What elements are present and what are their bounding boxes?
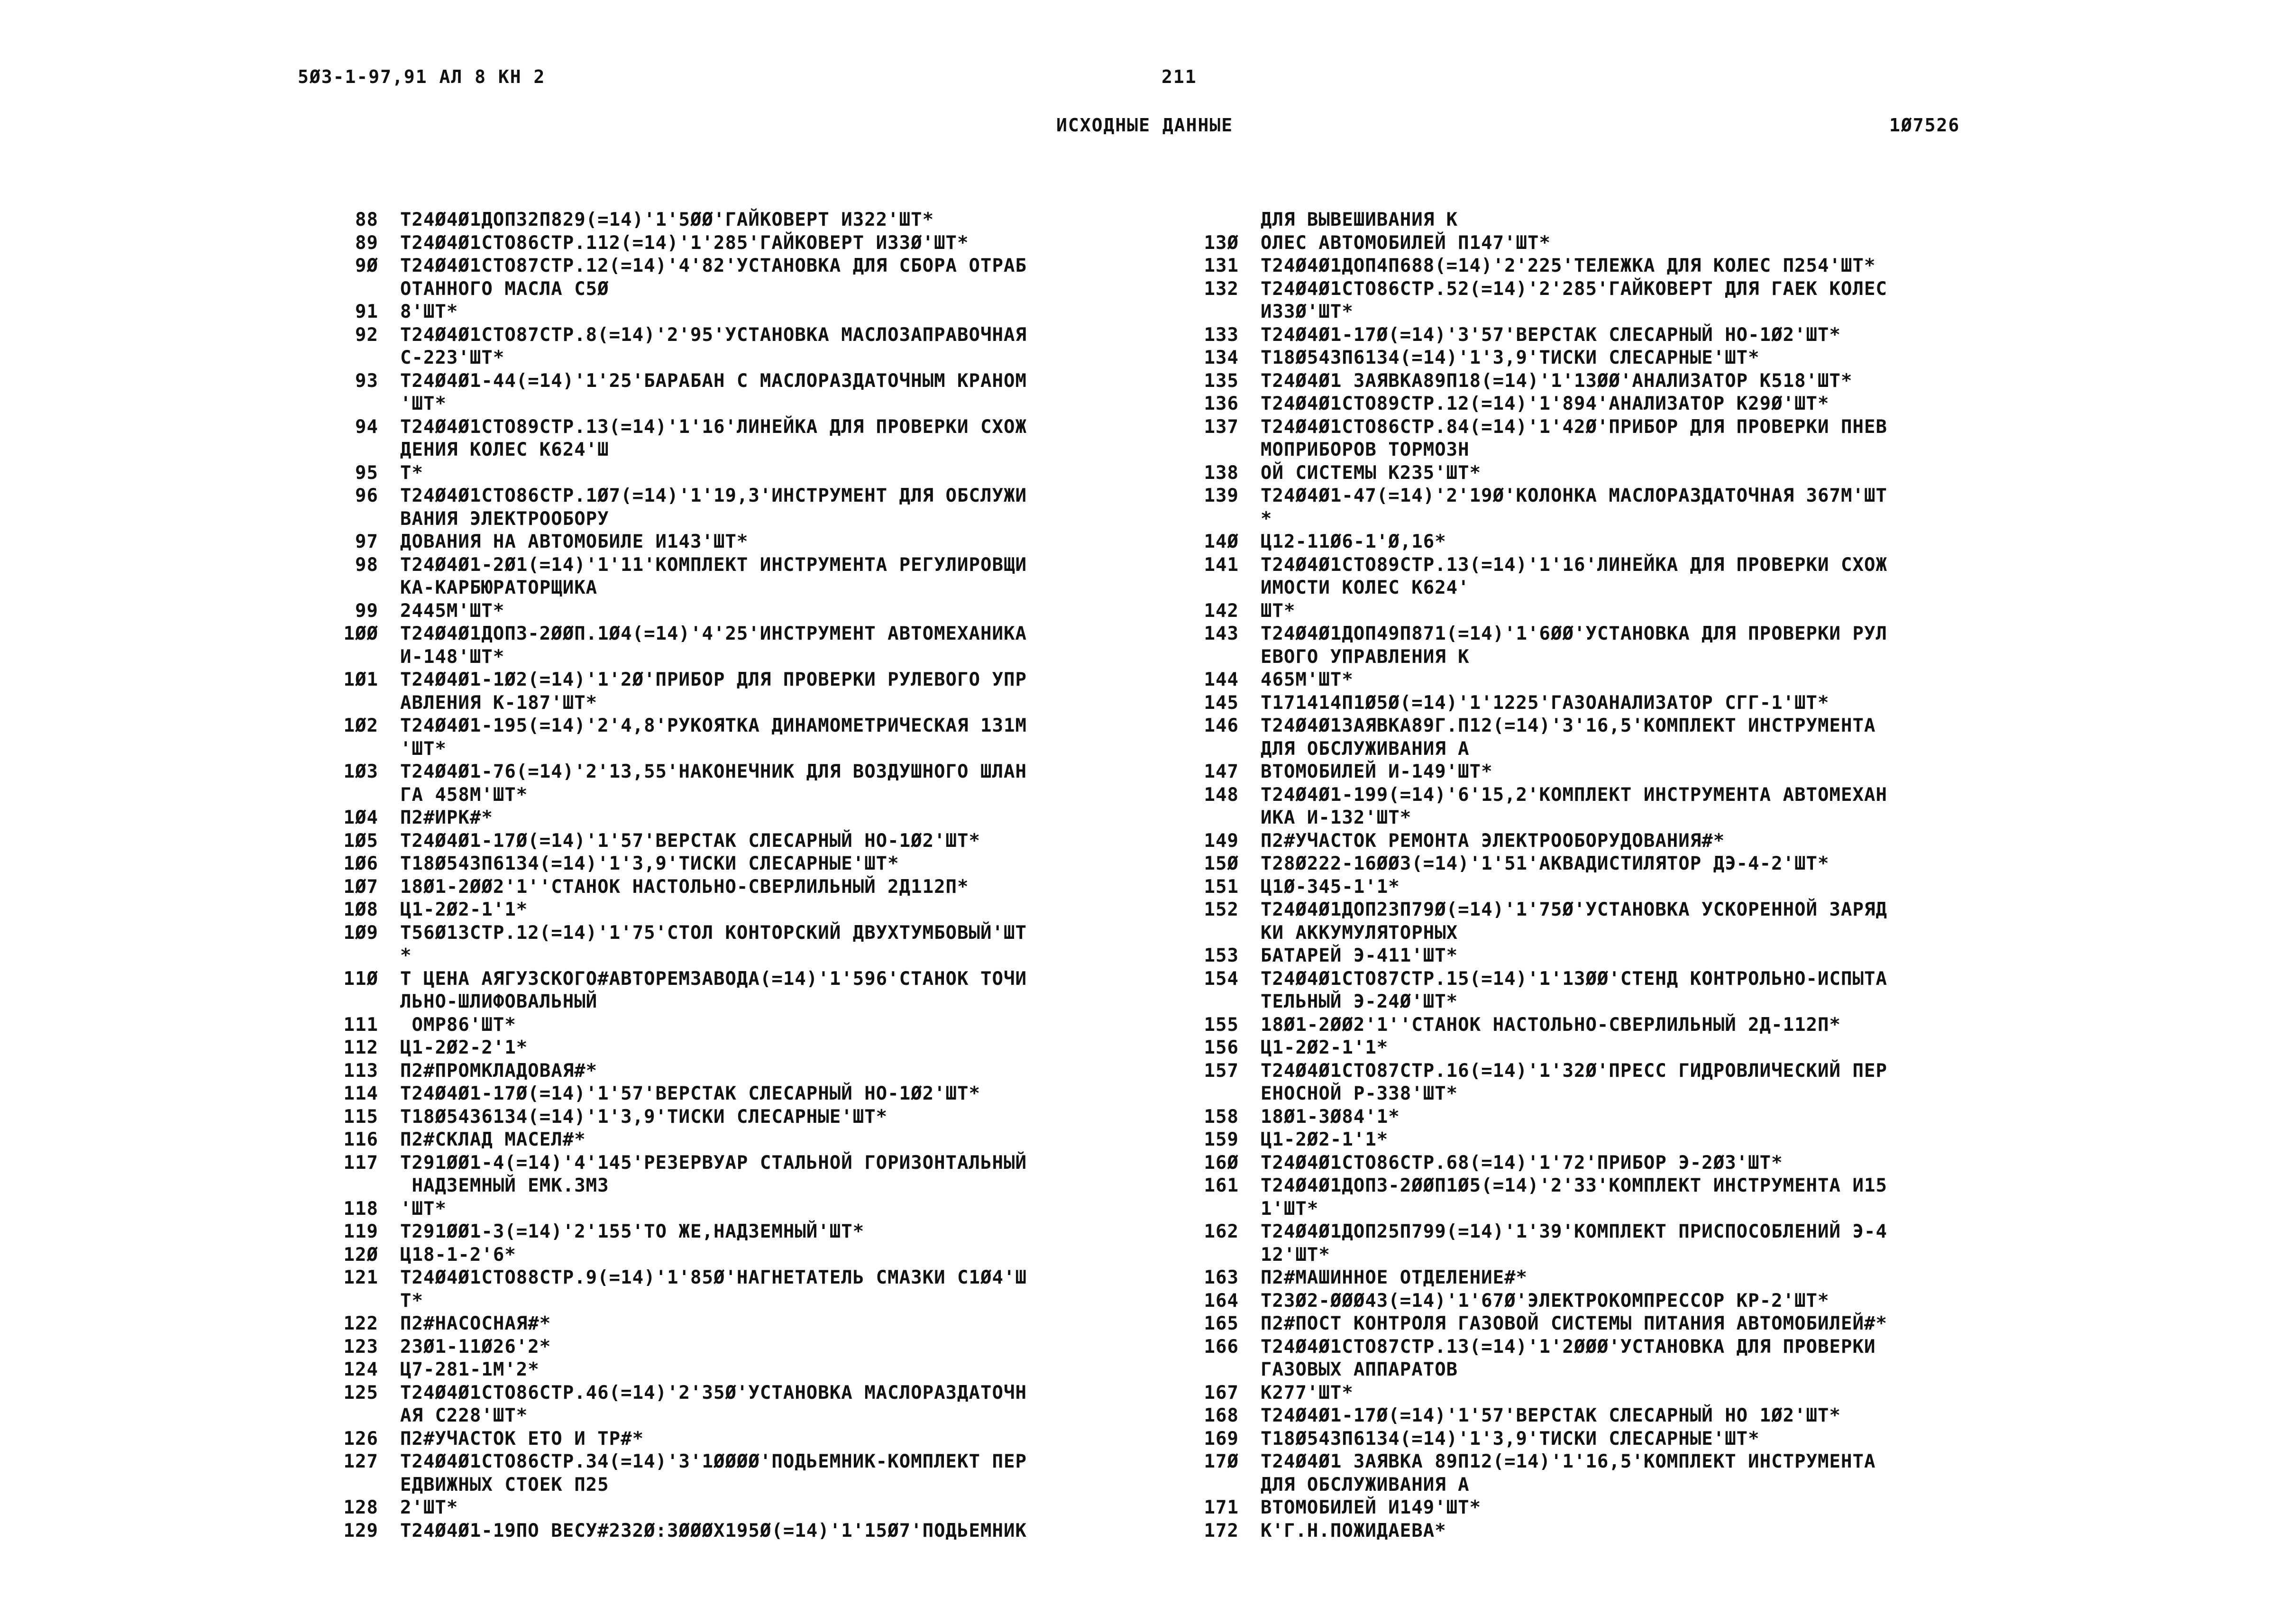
listing-row	[327, 1244, 1143, 1267]
listing-row	[327, 1037, 1143, 1060]
line-number: 151	[1204, 876, 1239, 898]
line-number: 137	[1204, 416, 1239, 438]
line-text: ВТОМОБИЛЕЙ И-149'ШТ*	[1261, 761, 1493, 782]
line-text: Т24Ø4Ø1СТО86СТР.1Ø7(=14)'1'19,3'ИНСТРУМЕНТ ДЛЯ ОБСЛУЖИ ВАНИЯ ЭЛЕКТРООБОРУ	[400, 485, 1027, 530]
line-number: 121	[343, 1267, 378, 1288]
listing-row	[327, 623, 1143, 669]
line-text: Ц1-2Ø2-1'1*	[1261, 1129, 1389, 1150]
line-text: Т24Ø4Ø1СТО89СТР.12(=14)'1'894'АНАЛИЗАТОР К29Ø'ШТ*	[1261, 393, 1829, 414]
listing-row	[327, 255, 1143, 301]
listing-row	[1188, 1174, 2031, 1220]
line-number: 95	[355, 462, 378, 484]
line-text: Т*	[400, 462, 423, 484]
line-number: 124	[343, 1359, 378, 1380]
line-number: 161	[1204, 1175, 1239, 1196]
line-number: 158	[1204, 1106, 1239, 1128]
line-text: Т24Ø4Ø1-199(=14)'6'15,2'КОМПЛЕКТ ИНСТРУМЕНТА АВТОМЕХАН ИКА И-132'ШТ*	[1261, 784, 1887, 828]
line-text: 23Ø1-11Ø26'2*	[400, 1336, 551, 1358]
line-text: Ц1-2Ø2-1'1*	[400, 899, 528, 920]
line-text: Т24Ø4Ø1-17Ø(=14)'1'57'ВЕРСТАК СЛЕСАРНЫЙ НО 1Ø2'ШТ*	[1261, 1405, 1841, 1426]
line-text: Т24Ø4Ø1-76(=14)'2'13,55'НАКОНЕЧНИК ДЛЯ ВОЗДУШНОГО ШЛАН ГА 458М'ШТ*	[400, 761, 1027, 806]
line-number: 1Ø5	[343, 830, 378, 852]
line-text: Т18Ø543П6134(=14)'1'3,9'ТИСКИ СЛЕСАРНЫЕ'ШТ*	[1261, 347, 1760, 368]
listing-row	[327, 554, 1143, 600]
line-text: Т23Ø2-ØØØ43(=14)'1'67Ø'ЭЛЕКТРОКОМПРЕССОР КР-2'ШТ*	[1261, 1290, 1829, 1312]
listing-row	[1188, 623, 2031, 669]
line-number: 12Ø	[343, 1244, 378, 1266]
listing-row	[1188, 393, 2031, 416]
line-number: 153	[1204, 945, 1239, 966]
listing-row	[1188, 531, 2031, 554]
listing-row	[327, 1129, 1143, 1152]
line-number: 1Ø3	[343, 761, 378, 782]
line-number: 139	[1204, 485, 1239, 506]
listing-row	[1188, 669, 2031, 692]
line-text: П2#ИРК#*	[400, 807, 493, 828]
line-number: 157	[1204, 1060, 1239, 1082]
line-number: 164	[1204, 1290, 1239, 1312]
line-number: 172	[1204, 1520, 1239, 1541]
line-number: 125	[343, 1382, 378, 1404]
line-number: 99	[355, 600, 378, 622]
line-number: 117	[343, 1152, 378, 1174]
line-text: Т24Ø4Ø1СТО86СТР.52(=14)'2'285'ГАЙКОВЕРТ ДЛЯ ГАЕК КОЛЕС И33Ø'ШТ*	[1261, 278, 1887, 322]
listing-row	[327, 416, 1143, 462]
line-number: 17Ø	[1204, 1451, 1239, 1472]
listing-row	[327, 1496, 1143, 1520]
line-text: Т24Ø4Ø1СТО86СТР.46(=14)'2'35Ø'УСТАНОВКА МАСЛОРАЗДАТОЧН АЯ С228'ШТ*	[400, 1382, 1027, 1426]
listing-row	[1188, 1266, 2031, 1290]
line-text: Ц18-1-2'6*	[400, 1244, 516, 1266]
line-number: 97	[355, 531, 378, 552]
listing-row	[1188, 255, 2031, 278]
listing-row	[327, 301, 1143, 324]
line-text: Т24Ø4Ø1-2Ø1(=14)'1'11'КОМПЛЕКТ ИНСТРУМЕНТА РЕГУЛИРОВЩИ КА-КАРБЮРАТОРЩИКА	[400, 554, 1027, 598]
listing-row	[1188, 1220, 2031, 1266]
line-text: Т24Ø4Ø1СТО87СТР.16(=14)'1'32Ø'ПРЕСС ГИДРОВЛИЧЕСКИЙ ПЕР ЕНОСНОЙ Р-338'ШТ*	[1261, 1060, 1887, 1104]
line-number: 152	[1204, 899, 1239, 920]
line-text: Т18Ø543П6134(=14)'1'3,9'ТИСКИ СЛЕСАРНЫЕ'ШТ*	[400, 853, 899, 874]
line-text: Ц1-2Ø2-1'1*	[1261, 1037, 1389, 1058]
line-number: 136	[1204, 393, 1239, 414]
line-text: Ц12-11Ø6-1'Ø,16*	[1261, 531, 1446, 552]
listing-row	[1188, 416, 2031, 462]
line-number: 1Ø9	[343, 922, 378, 944]
line-text: Т24Ø4Ø1 ЗАЯВКА89П18(=14)'1'13ØØ'АНАЛИЗАТОР К518'ШТ*	[1261, 370, 1853, 392]
line-number: 169	[1204, 1428, 1239, 1450]
listing-row	[1188, 600, 2031, 623]
listing-row	[1188, 324, 2031, 347]
listing-row	[1188, 1037, 2031, 1060]
line-number: 145	[1204, 692, 1239, 714]
line-number: 156	[1204, 1037, 1239, 1058]
listing-row	[327, 1382, 1143, 1428]
line-text: Т24Ø4Ø1-195(=14)'2'4,8'РУКОЯТКА ДИНАМОМЕТРИЧЕСКАЯ 131М 'ШТ*	[400, 715, 1027, 760]
line-number: 162	[1204, 1221, 1239, 1242]
listing-row	[327, 1358, 1143, 1382]
line-text: Т24Ø4Ø1-47(=14)'2'19Ø'КОЛОНКА МАСЛОРАЗДАТОЧНАЯ 367М'ШТ *	[1261, 485, 1887, 530]
line-number: 138	[1204, 462, 1239, 484]
listing-row	[327, 1428, 1143, 1451]
listing-row	[1188, 370, 2031, 393]
line-text: Т24Ø4Ø1-17Ø(=14)'3'57'ВЕРСТАК СЛЕСАРНЫЙ НО-1Ø2'ШТ*	[1261, 324, 1841, 346]
line-number: 9Ø	[355, 255, 378, 276]
line-text: 465М'ШТ*	[1261, 669, 1354, 690]
line-number: 132	[1204, 278, 1239, 300]
line-text: Т24Ø4Ø1-17Ø(=14)'1'57'ВЕРСТАК СЛЕСАРНЫЙ НО-1Ø2'ШТ*	[400, 1083, 980, 1104]
line-number: 1Ø1	[343, 669, 378, 690]
line-number: 113	[343, 1060, 378, 1082]
listing-row	[1188, 761, 2031, 784]
line-text: 2'ШТ*	[400, 1497, 458, 1518]
line-number: 116	[343, 1129, 378, 1150]
line-number: 127	[343, 1451, 378, 1472]
listing-row	[327, 876, 1143, 899]
listing-row	[1188, 1496, 2031, 1520]
line-number: 1Ø7	[343, 876, 378, 898]
listing-row	[1188, 554, 2031, 600]
listing-row	[327, 1060, 1143, 1083]
listing-row	[1188, 853, 2031, 876]
line-number: 147	[1204, 761, 1239, 782]
line-text: Т24Ø4Ø13АЯВКА89Г.П12(=14)'3'16,5'КОМПЛЕКТ ИНСТРУМЕНТА ДЛЯ ОБСЛУЖИВАНИЯ А	[1261, 715, 1876, 760]
listing-row	[1188, 830, 2031, 853]
line-number: 146	[1204, 715, 1239, 736]
line-text: Т24Ø4Ø1СТО86СТР.112(=14)'1'285'ГАЙКОВЕРТ И33Ø'ШТ*	[400, 232, 969, 254]
line-text: Т24Ø4Ø1СТО89СТР.13(=14)'1'16'ЛИНЕЙКА ДЛЯ ПРОВЕРКИ СХОЖ ДЕНИЯ КОЛЕС К624'Ш	[400, 416, 1027, 460]
line-text: Т24Ø4Ø1ДОП49П871(=14)'1'6ØØ'УСТАНОВКА ДЛЯ ПРОВЕРКИ РУЛ ЕВОГО УПРАВЛЕНИЯ К	[1261, 623, 1887, 668]
page-title: ИСХОДНЫЕ ДАННЫЕ	[1056, 115, 1234, 136]
line-text: Т24Ø4Ø1СТО87СТР.8(=14)'2'95'УСТАНОВКА МАСЛОЗАПРАВОЧНАЯ С-223'ШТ*	[400, 324, 1027, 368]
line-text: Т24Ø4Ø1-1Ø2(=14)'1'2Ø'ПРИБОР ДЛЯ ПРОВЕРКИ РУЛЕВОГО УПР АВЛЕНИЯ К-187'ШТ*	[400, 669, 1027, 714]
line-text: Т171414П1Ø5Ø(=14)'1'1225'ГАЗОАНАЛИЗАТОР СГГ-1'ШТ*	[1261, 692, 1829, 714]
line-text: Т18Ø5436134(=14)'1'3,9'ТИСКИ СЛЕСАРНЫЕ'ШТ*	[400, 1106, 888, 1128]
listing-row	[327, 1520, 1143, 1543]
listing-row	[1188, 1336, 2031, 1382]
listing-row	[1188, 232, 2031, 255]
listing-row	[1188, 1450, 2031, 1496]
line-text: Т24Ø4Ø1СТО86СТР.84(=14)'1'42Ø'ПРИБОР ДЛЯ ПРОВЕРКИ ПНЕВ МОПРИБОРОВ ТОРМОЗН	[1261, 416, 1887, 460]
line-text: Ц1Ø-345-1'1*	[1261, 876, 1400, 898]
line-number: 92	[355, 324, 378, 346]
line-text: БАТАРЕЙ Э-411'ШТ*	[1261, 945, 1458, 966]
line-number: 167	[1204, 1382, 1239, 1404]
line-text: ВТОМОБИЛЕЙ И149'ШТ*	[1261, 1497, 1482, 1518]
line-number: 1Ø2	[343, 715, 378, 736]
line-number: 123	[343, 1336, 378, 1358]
line-text: ОЙ СИСТЕМЫ К235'ШТ*	[1261, 462, 1482, 484]
line-number: 163	[1204, 1267, 1239, 1288]
line-number: 93	[355, 370, 378, 392]
listing-row	[327, 485, 1143, 531]
listing-row	[1188, 485, 2031, 531]
line-text: П2#НАСОСНАЯ#*	[400, 1313, 551, 1334]
listing-row	[327, 715, 1143, 761]
line-text: Т18Ø543П6134(=14)'1'3,9'ТИСКИ СЛЕСАРНЫЕ'ШТ*	[1261, 1428, 1760, 1450]
line-number: 168	[1204, 1405, 1239, 1426]
line-number: 133	[1204, 324, 1239, 346]
listing-row	[1188, 715, 2031, 761]
line-number: 171	[1204, 1497, 1239, 1518]
listing-row	[327, 830, 1143, 853]
listing-row	[327, 209, 1143, 232]
listing-row	[1188, 1060, 2031, 1106]
line-number: 112	[343, 1037, 378, 1058]
line-number: 131	[1204, 255, 1239, 276]
listing-row	[327, 600, 1143, 623]
line-number: 1Ø6	[343, 853, 378, 874]
line-text: Т24Ø4Ø1-44(=14)'1'25'БАРАБАН С МАСЛОРАЗДАТОЧНЫМ КРАНОМ 'ШТ*	[400, 370, 1027, 414]
line-number: 115	[343, 1106, 378, 1128]
line-number: 149	[1204, 830, 1239, 852]
listing-row	[327, 669, 1143, 715]
line-text: Т24Ø4Ø1ДОП3-2ØØП1Ø5(=14)'2'33'КОМПЛЕКТ ИНСТРУМЕНТА И15 1'ШТ*	[1261, 1175, 1887, 1220]
listing-row	[327, 1152, 1143, 1198]
listing-row	[1188, 899, 2031, 945]
listing-row	[327, 807, 1143, 830]
listing-row	[327, 462, 1143, 485]
line-number: 98	[355, 554, 378, 576]
line-text: Т24Ø4Ø1СТО87СТР.15(=14)'1'13ØØ'СТЕНД КОНТРОЛЬНО-ИСПЫТА ТЕЛЬНЫЙ Э-24Ø'ШТ*	[1261, 968, 1887, 1012]
listing-row	[1188, 347, 2031, 370]
line-text: Т24Ø4Ø1-19ПО ВЕСУ#232Ø:3ØØØХ195Ø(=14)'1'15Ø7'ПОДЬЕМНИК	[400, 1520, 1027, 1541]
line-text: Т28Ø222-16ØØ3(=14)'1'51'АКВАДИСТИЛЯТОР ДЭ-4-2'ШТ*	[1261, 853, 1829, 874]
line-text: 'ШТ*	[400, 1198, 447, 1220]
line-text: Т24Ø4Ø1СТО88СТР.9(=14)'1'85Ø'НАГНЕТАТЕЛЬ СМАЗКИ С1Ø4'Ш Т*	[400, 1267, 1027, 1312]
line-number: 89	[355, 232, 378, 254]
listing-row	[327, 853, 1143, 876]
listing-row	[327, 1220, 1143, 1244]
listing-row	[327, 922, 1143, 968]
line-number: 148	[1204, 784, 1239, 806]
line-text: ДОВАНИЯ НА АВТОМОБИЛЕ И143'ШТ*	[400, 531, 749, 552]
line-number: 142	[1204, 600, 1239, 622]
line-text: Ц7-281-1М'2*	[400, 1359, 540, 1380]
line-number: 159	[1204, 1129, 1239, 1150]
line-number: 119	[343, 1221, 378, 1242]
line-text: Т24Ø4Ø1ДОП32П829(=14)'1'5ØØ'ГАЙКОВЕРТ И322'ШТ*	[400, 209, 934, 230]
listing-row	[1188, 692, 2031, 715]
line-text: К277'ШТ*	[1261, 1382, 1354, 1404]
line-text: Т ЦЕНА АЯГУЗСКОГО#АВТОРЕМЗАВОДА(=14)'1'596'СТАНОК ТОЧИ ЛЬНО-ШЛИФОВАЛЬНЫЙ	[400, 968, 1027, 1012]
line-number: 111	[343, 1014, 378, 1036]
line-text: Т24Ø4Ø1СТО87СТР.12(=14)'4'82'УСТАНОВКА ДЛЯ СБОРА ОТРАБ ОТАННОГО МАСЛА С5Ø	[400, 255, 1027, 300]
left-column-listing	[327, 209, 1143, 1542]
listing-row	[327, 531, 1143, 554]
line-text: Т291ØØ1-4(=14)'4'145'РЕЗЕРВУАР СТАЛЬНОЙ ГОРИЗОНТАЛЬНЫЙ НАДЗЕМНЫЙ ЕМК.3М3	[400, 1152, 1027, 1196]
listing-row	[1188, 1428, 2031, 1451]
listing-row	[327, 899, 1143, 922]
line-text: Т24Ø4Ø1 ЗАЯВКА 89П12(=14)'1'16,5'КОМПЛЕКТ ИНСТРУМЕНТА ДЛЯ ОБСЛУЖИВАНИЯ А	[1261, 1451, 1876, 1496]
line-text: 8'ШТ*	[400, 301, 458, 322]
listing-row	[1188, 1520, 2031, 1543]
listing-row	[327, 324, 1143, 370]
line-number: 154	[1204, 968, 1239, 990]
line-text: П2#УЧАСТОК ЕТО И ТР#*	[400, 1428, 644, 1450]
line-text: ОЛЕС АВТОМОБИЛЕЙ П147'ШТ*	[1261, 232, 1551, 254]
listing-row	[1188, 1152, 2031, 1175]
line-number: 15Ø	[1204, 853, 1239, 874]
listing-row	[1188, 209, 2031, 232]
listing-row	[1188, 1014, 2031, 1037]
listing-row	[1188, 462, 2031, 485]
listing-row	[327, 1106, 1143, 1129]
line-number: 16Ø	[1204, 1152, 1239, 1174]
listing-row	[327, 1014, 1143, 1037]
line-text: ДЛЯ ВЫВЕШИВАНИЯ К	[1261, 209, 1458, 230]
listing-row	[1188, 1290, 2031, 1313]
listing-row	[327, 1266, 1143, 1312]
line-text: Т56Ø13СТР.12(=14)'1'75'СТОЛ КОНТОРСКИЙ ДВУХТУМБОВЫЙ'ШТ *	[400, 922, 1027, 966]
listing-row	[327, 1312, 1143, 1336]
listing-row	[327, 1450, 1143, 1496]
line-number: 122	[343, 1313, 378, 1334]
line-number: 88	[355, 209, 378, 230]
listing-row	[327, 370, 1143, 416]
listing-row	[327, 1083, 1143, 1106]
line-number: 1Ø4	[343, 807, 378, 828]
line-text: Т24Ø4Ø1ДОП25П799(=14)'1'39'КОМПЛЕКТ ПРИСПОСОБЛЕНИЙ Э-4 12'ШТ*	[1261, 1221, 1887, 1266]
listing-row	[327, 232, 1143, 255]
line-number: 126	[343, 1428, 378, 1450]
document-number: 1Ø7526	[1889, 115, 1960, 136]
line-number: 94	[355, 416, 378, 438]
line-number: 13Ø	[1204, 232, 1239, 254]
line-text: К'Г.Н.ПОЖИДАЕВА*	[1261, 1520, 1446, 1541]
line-number: 114	[343, 1083, 378, 1104]
listing-row	[1188, 1404, 2031, 1428]
line-text: 2445М'ШТ*	[400, 600, 505, 622]
line-text: 18Ø1-3Ø84'1*	[1261, 1106, 1400, 1128]
page-number: 211	[1162, 66, 1197, 87]
line-text: Т24Ø4Ø1-17Ø(=14)'1'57'ВЕРСТАК СЛЕСАРНЫЙ НО-1Ø2'ШТ*	[400, 830, 980, 852]
line-text: Т24Ø4Ø1СТО86СТР.68(=14)'1'72'ПРИБОР Э-2Ø3'ШТ*	[1261, 1152, 1783, 1174]
line-text: Т24Ø4Ø1ДОП4П688(=14)'2'225'ТЕЛЕЖКА ДЛЯ КОЛЕС П254'ШТ*	[1261, 255, 1876, 276]
line-text: Ц1-2Ø2-2'1*	[400, 1037, 528, 1058]
document-code: 5Ø3-1-97,91 АЛ 8 КН 2	[298, 66, 546, 87]
line-number: 11Ø	[343, 968, 378, 990]
line-text: 18Ø1-2ØØ2'1''СТАНОК НАСТОЛЬНО-СВЕРЛИЛЬНЫЙ 2Д-112П*	[1261, 1014, 1841, 1036]
listing-row	[1188, 876, 2031, 899]
listing-row	[327, 968, 1143, 1014]
line-text: П2#СКЛАД МАСЕЛ#*	[400, 1129, 586, 1150]
line-text: Т24Ø4Ø1ДОП23П79Ø(=14)'1'75Ø'УСТАНОВКА УСКОРЕННОЙ ЗАРЯД КИ АККУМУЛЯТОРНЫХ	[1261, 899, 1887, 944]
listing-row	[1188, 945, 2031, 968]
line-number: 144	[1204, 669, 1239, 690]
line-number: 166	[1204, 1336, 1239, 1358]
line-text: Т24Ø4Ø1СТО86СТР.34(=14)'3'1ØØØØ'ПОДЬЕМНИК-КОМПЛЕКТ ПЕР ЕДВИЖНЫХ СТОЕК П25	[400, 1451, 1027, 1496]
line-text: ОМР86'ШТ*	[400, 1014, 516, 1036]
right-column-listing	[1188, 209, 2031, 1542]
listing-row	[1188, 1382, 2031, 1405]
line-text: Т24Ø4Ø1ДОП3-2ØØП.1Ø4(=14)'4'25'ИНСТРУМЕНТ АВТОМЕХАНИКА И-148'ШТ*	[400, 623, 1027, 668]
line-text: Т24Ø4Ø1СТО89СТР.13(=14)'1'16'ЛИНЕЙКА ДЛЯ ПРОВЕРКИ СХОЖ ИМОСТИ КОЛЕС К624'	[1261, 554, 1887, 598]
line-text: П2#МАШИННОЕ ОТДЕЛЕНИЕ#*	[1261, 1267, 1528, 1288]
listing-row	[327, 761, 1143, 807]
listing-row	[1188, 968, 2031, 1014]
listing-row	[1188, 784, 2031, 830]
line-number: 129	[343, 1520, 378, 1541]
listing-row	[327, 1198, 1143, 1221]
line-number: 155	[1204, 1014, 1239, 1036]
listing-row	[1188, 1129, 2031, 1152]
line-number: 165	[1204, 1313, 1239, 1334]
line-text: ШТ*	[1261, 600, 1296, 622]
listing-row	[1188, 1106, 2031, 1129]
line-number: 143	[1204, 623, 1239, 644]
listing-row	[327, 1336, 1143, 1359]
line-number: 141	[1204, 554, 1239, 576]
line-number: 14Ø	[1204, 531, 1239, 552]
line-text: Т24Ø4Ø1СТО87СТР.13(=14)'1'2ØØØ'УСТАНОВКА ДЛЯ ПРОВЕРКИ ГАЗОВЫХ АППАРАТОВ	[1261, 1336, 1876, 1380]
line-text: П2#УЧАСТОК РЕМОНТА ЭЛЕКТРООБОРУДОВАНИЯ#*	[1261, 830, 1725, 852]
line-text: П2#ПОСТ КОНТРОЛЯ ГАЗОВОЙ СИСТЕМЫ ПИТАНИЯ АВТОМОБИЛЕЙ#*	[1261, 1313, 1887, 1334]
line-number: 134	[1204, 347, 1239, 368]
line-text: 18Ø1-2ØØ2'1''СТАНОК НАСТОЛЬНО-СВЕРЛИЛЬНЫЙ 2Д112П*	[400, 876, 969, 898]
line-number: 96	[355, 485, 378, 506]
line-number: 128	[343, 1497, 378, 1518]
line-number: 118	[343, 1198, 378, 1220]
line-text: Т291ØØ1-3(=14)'2'155'ТО ЖЕ,НАДЗЕМНЫЙ'ШТ*	[400, 1221, 865, 1242]
line-text: П2#ПРОМКЛАДОВАЯ#*	[400, 1060, 598, 1082]
line-number: 1ØØ	[343, 623, 378, 644]
listing-row	[1188, 1312, 2031, 1336]
listing-row	[1188, 278, 2031, 324]
line-number: 91	[355, 301, 378, 322]
line-number: 135	[1204, 370, 1239, 392]
line-number: 1Ø8	[343, 899, 378, 920]
